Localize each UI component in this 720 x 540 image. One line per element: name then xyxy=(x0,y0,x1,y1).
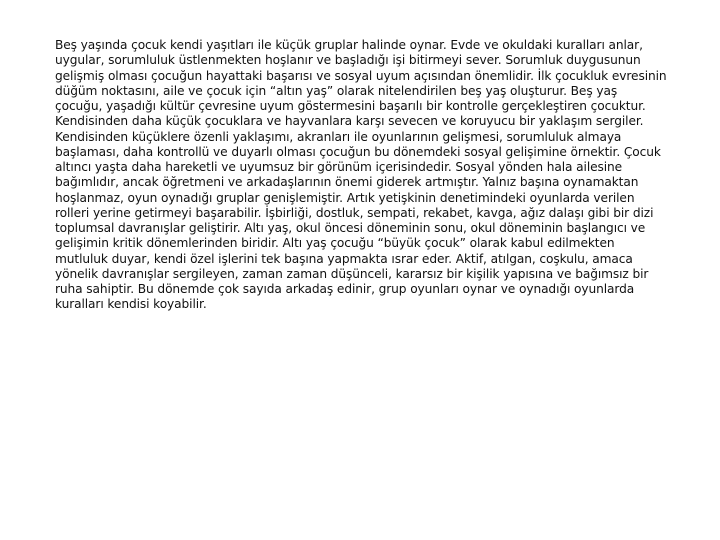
body-paragraph: Beş yaşında çocuk kendi yaşıtları ile küçük gruplar halinde oynar. Evde ve okuldaki kuralları anlar, uygular, sorumluluk üstlenmekten hoşlanır ve başladığı işi bitirmeyi sever. Sorumluk duygusunun gelişmiş olması çocuğun hayattaki başarısı ve sosyal uyum açısından önemlidir. İlk çocukluk evresinin düğüm noktasını, aile ve çocuk için “altın yaş” olarak nitelendirilen beş yaş oluşturur. Beş yaş çocuğu, yaşadığı kültür çevresine uyum göstermesini başarılı bir kontrolle gerçekleştiren çocuktur. Kendisinden daha küçük çocuklara ve hayvanlara karşı sevecen ve koruyucu bir yaklaşım sergiler. Kendisinden küçüklere özenli yaklaşımı, akranları ile oyunlarının gelişmesi, sorumluluk almaya başlaması, daha kontrollü ve duyarlı olması çocuğun bu dönemdeki sosyal gelişimine örnektir. Çocuk altıncı yaşta daha hareketli ve uyumsuz bir görünüm içerisindedir. Sosyal yönden hala ailesine bağımlıdır, ancak öğretmeni ve arkadaşlarının önemi giderek artmıştır. Yalnız başına oynamaktan hoşlanmaz, oyun oynadığı gruplar genişlemiştir. Artık yetişkinin denetimindeki oyunlarda verilen rolleri yerine getirmeyi başarabilir. İşbirliği, dostluk, sempati, rekabet, kavga, ağız dalaşı gibi bir dizi toplumsal davranışlar geliştirir. Altı yaş, okul öncesi döneminin sonu, okul döneminin başlangıcı ve gelişimin kritik dönemlerinden biridir. Altı yaş çocuğu “büyük çocuk” olarak kabul edilmekten mutluluk duyar, kendi özel işlerini tek başına yapmakta ısrar eder. Aktif, atılgan, coşkulu, amaca yönelik davranışlar sergileyen, zaman zaman düşünceli, kararsız bir kişilik yapısına ve bağımsız bir ruha sahiptir. Bu dönemde çok sayıda arkadaş edinir, grup oyunları oynar ve oynadığı oyunlarda kuralları kendisi koyabilir. xyxy=(55,38,667,312)
